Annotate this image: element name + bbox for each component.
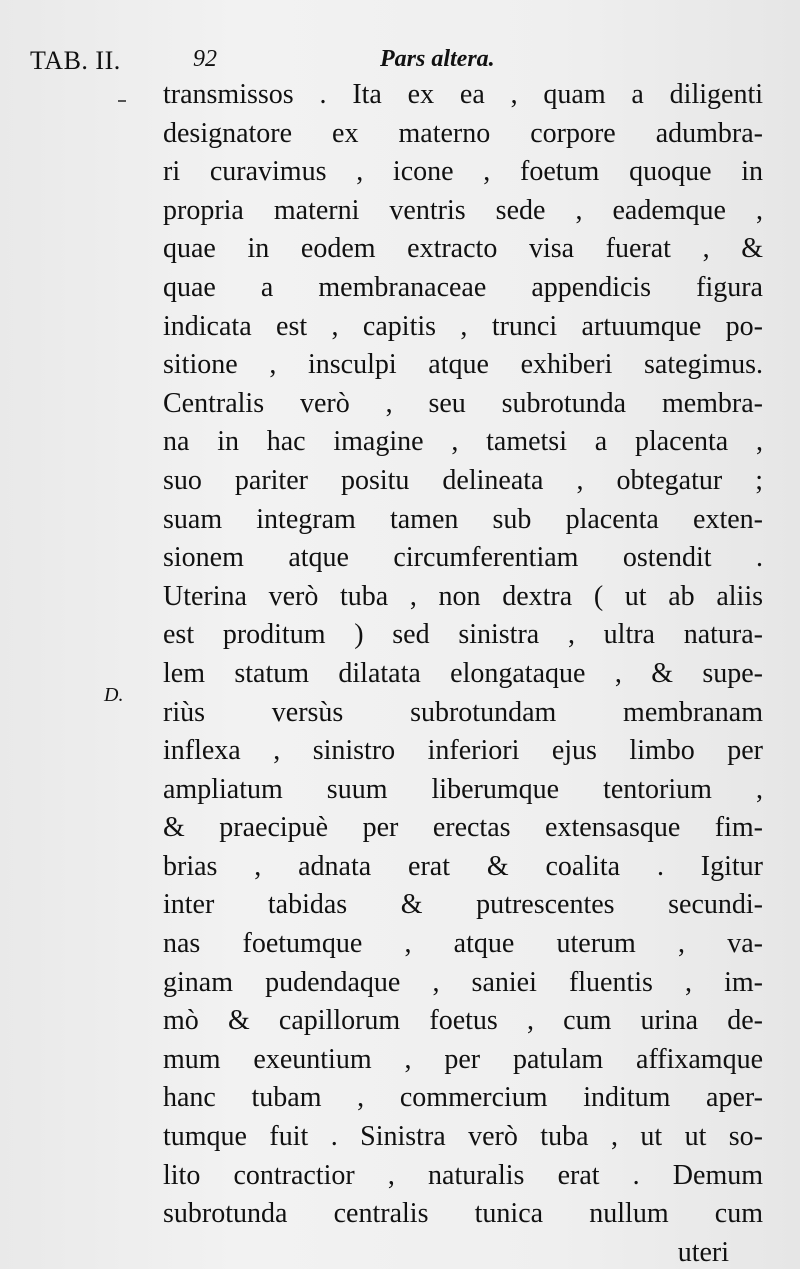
text-line: lito contractior , naturalis erat . Demum <box>163 1159 763 1191</box>
text-line: & praecipuè per erectas extensasque fim- <box>163 812 763 844</box>
running-head: Pars altera. <box>380 46 495 72</box>
text-line: transmissos . Ita ex ea , quam a diligenti <box>163 79 763 110</box>
text-line: mò & capillorum foetus , cum urina de- <box>163 1005 763 1037</box>
text-line: sionem atque circumferentiam ostendit . <box>163 542 763 574</box>
text-line: indicata est , capitis , trunci artuumque po- <box>163 310 763 342</box>
text-line: suam integram tamen sub placenta exten- <box>163 503 763 535</box>
text-line: Uterina verò tuba , non dextra ( ut ab aliis <box>163 580 763 612</box>
text-line: ri curavimus , icone , foetum quoque in <box>163 156 763 188</box>
text-line: na in hac imagine , tametsi a placenta , <box>163 426 763 458</box>
catchword: uteri <box>677 1236 729 1268</box>
plate-reference: TAB. II. <box>30 46 121 75</box>
text-line: ginam pudendaque , saniei fluentis , im- <box>163 966 763 998</box>
text-line: suo pariter positu delineata , obtegatur ; <box>163 464 763 496</box>
text-line: riùs versùs subrotundam membranam <box>163 696 763 728</box>
margin-mark <box>118 100 126 102</box>
text-line: nas foetumque , atque uterum , va- <box>163 928 763 960</box>
text-line: designatore ex materno corpore adumbra- <box>163 117 763 149</box>
text-line: Centralis verò , seu subrotunda membra- <box>163 387 763 419</box>
margin-note: D. <box>104 684 124 706</box>
text-line: sitione , insculpi atque exhiberi sategimus. <box>163 349 763 381</box>
text-line: quae a membranaceae appendicis figura <box>163 271 763 303</box>
text-line: inter tabidas & putrescentes secundi- <box>163 889 763 921</box>
text-line: mum exeuntium , per patulam affixamque <box>163 1043 763 1075</box>
text-line: ampliatum suum liberumque tentorium , <box>163 773 763 805</box>
text-line: est proditum ) sed sinistra , ultra natura- <box>163 619 763 651</box>
text-line: inflexa , sinistro inferiori ejus limbo per <box>163 735 763 767</box>
text-line: hanc tubam , commercium inditum aper- <box>163 1082 763 1114</box>
text-line: quae in eodem extracto visa fuerat , & <box>163 233 763 265</box>
text-line: propria materni ventris sede , eademque , <box>163 194 763 226</box>
text-line: subrotunda centralis tunica nullum cum <box>163 1198 763 1230</box>
text-line: lem statum dilatata elongataque , & supe- <box>163 657 763 689</box>
body-text <box>163 76 763 1269</box>
text-line: tumque fuit . Sinistra verò tuba , ut ut so- <box>163 1121 763 1153</box>
text-line: brias , adnata erat & coalita . Igitur <box>163 850 763 882</box>
page-number: 92 <box>193 46 217 72</box>
